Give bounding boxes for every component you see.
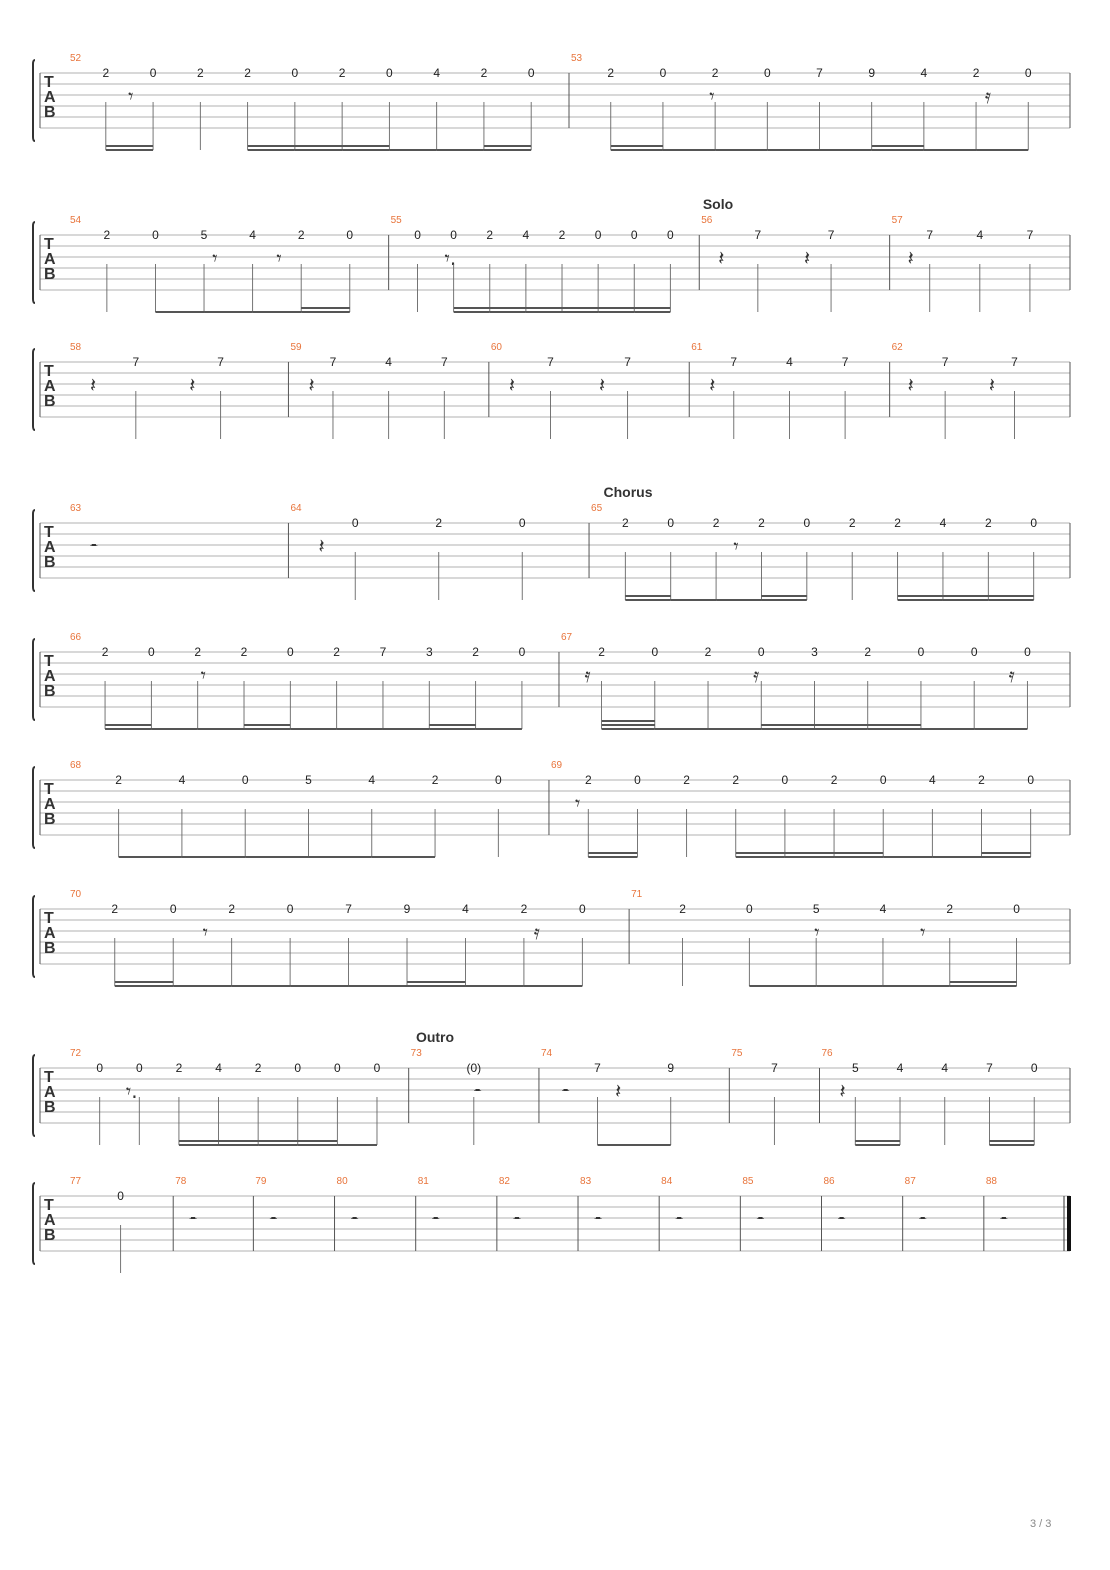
tab-clef-letter: B (44, 393, 56, 410)
fret-number: 2 (333, 645, 340, 659)
rest-symbol: 𝄿 (984, 84, 991, 108)
measure (70, 632, 526, 729)
measure (389, 215, 674, 312)
fret-number: 7 (827, 228, 835, 242)
fret-number: 4 (939, 516, 947, 530)
rest-symbol: 𝄼 (561, 1079, 570, 1103)
fret-number: 7 (771, 1061, 778, 1075)
rest-symbol: 𝄾 (733, 534, 739, 558)
measure (699, 215, 834, 312)
fret-number: 2 (254, 1061, 262, 1075)
fret-number: 0 (135, 1061, 143, 1075)
fret-number: 2 (103, 228, 111, 242)
tab-clef-letter: B (44, 683, 56, 700)
measure (70, 1176, 124, 1273)
measure (288, 342, 448, 439)
tab-clef-letter: B (44, 811, 56, 828)
tab-clef-letter: A (44, 251, 56, 268)
measure-number: 52 (70, 53, 82, 64)
measure-number: 88 (985, 1176, 997, 1187)
fret-number: 2 (830, 773, 838, 787)
fret-number: 0 (970, 645, 978, 659)
fret-number: 0 (169, 902, 177, 916)
system-bracket (33, 222, 35, 303)
tab-system (33, 342, 1070, 439)
fret-number: 2 (683, 773, 690, 787)
fret-number: 0 (1030, 1061, 1038, 1075)
fret-number: 0 (1030, 516, 1038, 530)
measure-number: 75 (731, 1048, 743, 1059)
tab-clef-letter: A (44, 539, 56, 556)
fret-number: 5 (851, 1061, 859, 1075)
fret-number: 2 (584, 773, 592, 787)
measure-number: 62 (891, 342, 903, 353)
fret-number: 5 (812, 902, 820, 916)
section-title: Outro (415, 1029, 455, 1045)
fret-number: 2 (101, 645, 109, 659)
measure (589, 503, 1037, 600)
rest-symbol: 𝄽 (599, 373, 606, 397)
tab-clef-letter: B (44, 554, 56, 571)
measure (489, 342, 631, 439)
measure-number: 54 (70, 215, 82, 226)
measure (689, 342, 849, 439)
rest-symbol: 𝄽 (318, 534, 325, 558)
fret-number: 2 (848, 516, 856, 530)
fret-number: 2 (196, 66, 204, 80)
fret-number: 0 (917, 645, 925, 659)
rest-symbol: 𝄾 (200, 663, 206, 687)
measure-number: 76 (821, 1048, 833, 1059)
tab-clef-letter: A (44, 89, 56, 106)
fret-number: 2 (732, 773, 740, 787)
measure-number: 58 (70, 342, 82, 353)
measure-number: 69 (550, 760, 563, 771)
measure-number: 86 (823, 1176, 835, 1187)
fret-number: 2 (297, 228, 305, 242)
fret-number: 7 (547, 355, 554, 369)
measure (890, 342, 1019, 439)
fret-number: 2 (864, 645, 872, 659)
rest-symbol: 𝄽 (839, 1079, 846, 1103)
rest-symbol: 𝄽 (308, 373, 315, 397)
fret-number: 0 (334, 1061, 341, 1075)
fret-number: 0 (594, 228, 602, 242)
fret-number: 2 (102, 66, 110, 80)
measure (629, 889, 1020, 986)
fret-number: 2 (240, 645, 248, 659)
measure-number: 67 (560, 632, 573, 643)
measure (569, 53, 1032, 150)
fret-number: 0 (579, 902, 586, 916)
measure (70, 503, 98, 558)
tab-clef-letter: A (44, 796, 56, 813)
measure (820, 1048, 1038, 1145)
tab-clef-letter: B (44, 266, 56, 283)
tab-system (33, 1176, 1070, 1273)
rest-symbol: 𝄾 (920, 920, 926, 944)
measure (288, 503, 525, 600)
system-bracket (33, 510, 35, 591)
tab-clef-letter: T (44, 910, 54, 927)
measure (70, 342, 224, 439)
rest-symbol: 𝄼 (837, 1207, 846, 1231)
fret-number: 4 (879, 902, 887, 916)
measure-number: 85 (742, 1176, 754, 1187)
fret-number: 4 (462, 902, 469, 916)
fret-number: 0 (803, 516, 811, 530)
fret-number: 7 (1026, 228, 1034, 242)
fret-number: 0 (1024, 66, 1032, 80)
tab-system (33, 484, 1070, 600)
fret-number: 4 (976, 228, 984, 242)
fret-number: 2 (435, 516, 443, 530)
fret-number: 2 (111, 902, 119, 916)
fret-number: 9 (667, 1061, 675, 1075)
rest-symbol: 𝄼 (513, 1207, 521, 1231)
rest-symbol: 𝄾 (212, 246, 218, 270)
rest-symbol: 𝄼 (756, 1207, 765, 1231)
fret-number: 4 (941, 1061, 949, 1075)
fret-number: 2 (894, 516, 901, 530)
measure-number: 78 (175, 1176, 187, 1187)
fret-number: 0 (527, 66, 535, 80)
fret-number: 3 (425, 645, 433, 659)
tab-clef-letter: A (44, 925, 56, 942)
fret-number: 0 (667, 516, 675, 530)
measure (539, 1048, 674, 1145)
rest-symbol: 𝄿 (533, 920, 540, 944)
measure-number: 72 (70, 1048, 82, 1059)
measure-number: 55 (390, 215, 402, 226)
rest-symbol: 𝄿 (1008, 663, 1015, 687)
tab-clef-letter: B (44, 1227, 56, 1244)
measure (559, 632, 1031, 729)
fret-number: 7 (926, 228, 934, 242)
fret-number: 5 (200, 228, 208, 242)
fret-number: 0 (1013, 902, 1020, 916)
fret-number: 9 (868, 66, 876, 80)
measure-number: 70 (70, 889, 82, 900)
measure (70, 760, 502, 857)
fret-number: 2 (194, 645, 202, 659)
measure (70, 215, 353, 312)
measure (70, 53, 535, 150)
fret-number: 0 (879, 773, 887, 787)
fret-number: 4 (215, 1061, 222, 1075)
fret-number: 0 (651, 645, 659, 659)
fret-number: 0 (781, 773, 789, 787)
rest-symbol: 𝄽 (615, 1079, 622, 1103)
fret-number: 7 (841, 355, 849, 369)
fret-number: 2 (972, 66, 980, 80)
measure-number: 87 (904, 1176, 916, 1187)
fret-number: 0 (148, 645, 155, 659)
tab-clef-letter: T (44, 1197, 54, 1214)
system-bracket (33, 349, 35, 430)
fret-number: 2 (175, 1061, 183, 1075)
fret-number: 0 (351, 516, 359, 530)
fret-number: 7 (624, 355, 631, 369)
tab-clef-letter: T (44, 1069, 54, 1086)
fret-number: 3 (811, 645, 818, 659)
tab-system (33, 760, 1070, 857)
fret-number: 0 (152, 228, 159, 242)
rest-symbol: 𝄽 (988, 373, 995, 397)
system-bracket (33, 60, 35, 141)
fret-number: 0 (659, 66, 667, 80)
measure-number: 84 (661, 1176, 673, 1187)
page-number: 3 / 3 (1030, 1518, 1052, 1530)
tab-system (33, 1029, 1070, 1145)
fret-number: 2 (520, 902, 528, 916)
tab-system (33, 632, 1070, 729)
measure-number: 74 (540, 1048, 553, 1059)
rest-symbol: 𝄾 (575, 791, 581, 815)
tab-clef-letter: T (44, 236, 54, 253)
measure-number: 65 (591, 503, 603, 514)
fret-number: (0) (466, 1061, 482, 1075)
system-bracket (33, 1183, 35, 1264)
tab-clef-letter: T (44, 781, 54, 798)
section-title: Chorus (603, 484, 653, 500)
rest-symbol: 𝄼 (1000, 1207, 1008, 1231)
tab-clef-letter: T (44, 74, 54, 91)
measure-number: 64 (290, 503, 302, 514)
measure-number: 60 (490, 342, 502, 353)
fret-number: 0 (1024, 645, 1031, 659)
fret-number: 2 (228, 902, 236, 916)
measure-number: 53 (571, 53, 583, 64)
fret-number: 2 (558, 228, 566, 242)
fret-number: 0 (667, 228, 674, 242)
rest-symbol: 𝄼 (431, 1207, 440, 1231)
fret-number: 4 (786, 355, 793, 369)
rest-symbol: 𝄽 (907, 373, 914, 397)
fret-number: 2 (486, 228, 494, 242)
fret-number: 0 (346, 228, 354, 242)
measure-number: 56 (701, 215, 713, 226)
rest-symbol: 𝄿 (584, 663, 591, 687)
measure-number: 59 (290, 342, 302, 353)
fret-number: 7 (594, 1061, 601, 1075)
measure-number: 82 (498, 1176, 510, 1187)
rest-symbol: 𝄾 (276, 246, 282, 270)
rest-symbol: 𝄽 (709, 373, 716, 397)
rest-symbol: 𝄽 (803, 246, 811, 270)
fret-number: 0 (746, 902, 753, 916)
measure (549, 760, 1034, 857)
measure (409, 1048, 482, 1145)
system-bracket (33, 639, 35, 720)
fret-number: 2 (607, 66, 615, 80)
fret-number: 7 (754, 228, 762, 242)
measure-number: 63 (70, 503, 82, 514)
fret-number: 7 (1011, 355, 1018, 369)
measure (890, 215, 1034, 312)
tab-clef-letter: B (44, 940, 56, 957)
section-title: Solo (702, 196, 734, 212)
fret-number: 2 (480, 66, 488, 80)
measure (729, 1048, 778, 1145)
fret-number: 7 (816, 66, 823, 80)
fret-number: 0 (117, 1189, 124, 1203)
fret-number: 2 (472, 645, 479, 659)
rest-symbol: 𝄿 (753, 663, 760, 687)
system-bracket (33, 896, 35, 977)
measure-number: 81 (417, 1176, 429, 1187)
fret-number: 0 (414, 228, 421, 242)
measure-number: 77 (70, 1176, 82, 1187)
rest-symbol: 𝄽 (718, 246, 725, 270)
fret-number: 0 (291, 66, 299, 80)
fret-number: 4 (929, 773, 936, 787)
fret-number: 0 (757, 645, 765, 659)
tab-system (33, 889, 1070, 986)
tab-clef-letter: T (44, 653, 54, 670)
rest-symbol: 𝄾 (709, 84, 715, 108)
fret-number: 2 (244, 66, 251, 80)
tab-clef-letter: A (44, 1212, 56, 1229)
rest-symbol: 𝄾 (202, 920, 208, 944)
fret-number: 0 (630, 228, 638, 242)
rest-symbol: 𝄾. (125, 1079, 138, 1103)
fret-number: 7 (730, 355, 738, 369)
measure-number: 68 (70, 760, 82, 771)
fret-number: 4 (522, 228, 530, 242)
fret-number: 7 (329, 355, 337, 369)
tab-clef-letter: A (44, 668, 56, 685)
fret-number: 4 (433, 66, 441, 80)
rest-symbol: 𝄼 (269, 1207, 278, 1231)
rest-symbol: 𝄾 (814, 920, 820, 944)
fret-number: 7 (345, 902, 352, 916)
fret-number: 0 (518, 645, 526, 659)
tab-clef-letter: A (44, 1084, 56, 1101)
rest-symbol: 𝄽 (907, 246, 914, 270)
rest-symbol: 𝄼 (189, 1207, 197, 1231)
rest-symbol: 𝄼 (594, 1207, 602, 1231)
fret-number: 0 (96, 1061, 104, 1075)
fret-number: 0 (518, 516, 526, 530)
fret-number: 4 (896, 1061, 904, 1075)
fret-number: 9 (403, 902, 411, 916)
fret-number: 0 (634, 773, 641, 787)
fret-number: 0 (149, 66, 157, 80)
fret-number: 2 (711, 66, 719, 80)
rest-symbol: 𝄾 (128, 84, 134, 108)
fret-number: 4 (920, 66, 928, 80)
rest-symbol: 𝄾. (444, 246, 457, 270)
measure-number: 79 (255, 1176, 267, 1187)
fret-number: 0 (386, 66, 393, 80)
rest-symbol: 𝄼 (90, 534, 98, 558)
fret-number: 2 (115, 773, 122, 787)
fret-number: 2 (338, 66, 346, 80)
rest-symbol: 𝄽 (189, 373, 196, 397)
fret-number: 5 (305, 773, 312, 787)
fret-number: 4 (385, 355, 392, 369)
measure (70, 1048, 381, 1145)
tab-system (33, 53, 1070, 150)
fret-number: 2 (704, 645, 712, 659)
fret-number: 0 (494, 773, 502, 787)
measure (70, 889, 586, 986)
fret-number: 2 (758, 516, 765, 530)
fret-number: 4 (249, 228, 256, 242)
fret-number: 2 (621, 516, 629, 530)
fret-number: 0 (763, 66, 771, 80)
system-bracket (33, 1055, 35, 1136)
fret-number: 2 (984, 516, 992, 530)
fret-number: 4 (178, 773, 186, 787)
measure-number: 66 (70, 632, 82, 643)
fret-number: 7 (217, 355, 224, 369)
fret-number: 4 (368, 773, 376, 787)
rest-symbol: 𝄼 (675, 1207, 684, 1231)
measure-number: 73 (410, 1048, 422, 1059)
fret-number: 7 (440, 355, 448, 369)
rest-symbol: 𝄼 (350, 1207, 359, 1231)
tab-clef-letter: T (44, 524, 54, 541)
rest-symbol: 𝄼 (473, 1079, 482, 1103)
fret-number: 0 (1027, 773, 1035, 787)
fret-number: 7 (986, 1061, 993, 1075)
fret-number: 7 (379, 645, 387, 659)
fret-number: 0 (241, 773, 249, 787)
fret-number: 0 (294, 1061, 302, 1075)
measure-number: 80 (336, 1176, 348, 1187)
rest-symbol: 𝄽 (508, 373, 516, 397)
measure-number: 83 (580, 1176, 592, 1187)
tab-clef-letter: T (44, 363, 54, 380)
measure-number: 61 (691, 342, 703, 353)
system-bracket (33, 767, 35, 848)
fret-number: 2 (712, 516, 720, 530)
tab-clef-letter: B (44, 104, 56, 121)
fret-number: 7 (132, 355, 140, 369)
fret-number: 0 (286, 645, 294, 659)
fret-number: 0 (286, 902, 294, 916)
rest-symbol: 𝄽 (90, 373, 97, 397)
tab-system (33, 196, 1070, 312)
fret-number: 0 (450, 228, 457, 242)
measure-number: 57 (891, 215, 903, 226)
fret-number: 2 (679, 902, 686, 916)
tab-clef-letter: B (44, 1099, 56, 1116)
fret-number: 2 (946, 902, 954, 916)
fret-number: 7 (941, 355, 949, 369)
tab-clef-letter: A (44, 378, 56, 395)
fret-number: 2 (598, 645, 605, 659)
measure-number: 71 (631, 889, 643, 900)
fret-number: 0 (373, 1061, 381, 1075)
fret-number: 2 (431, 773, 439, 787)
fret-number: 2 (978, 773, 985, 787)
rest-symbol: 𝄼 (918, 1207, 927, 1231)
